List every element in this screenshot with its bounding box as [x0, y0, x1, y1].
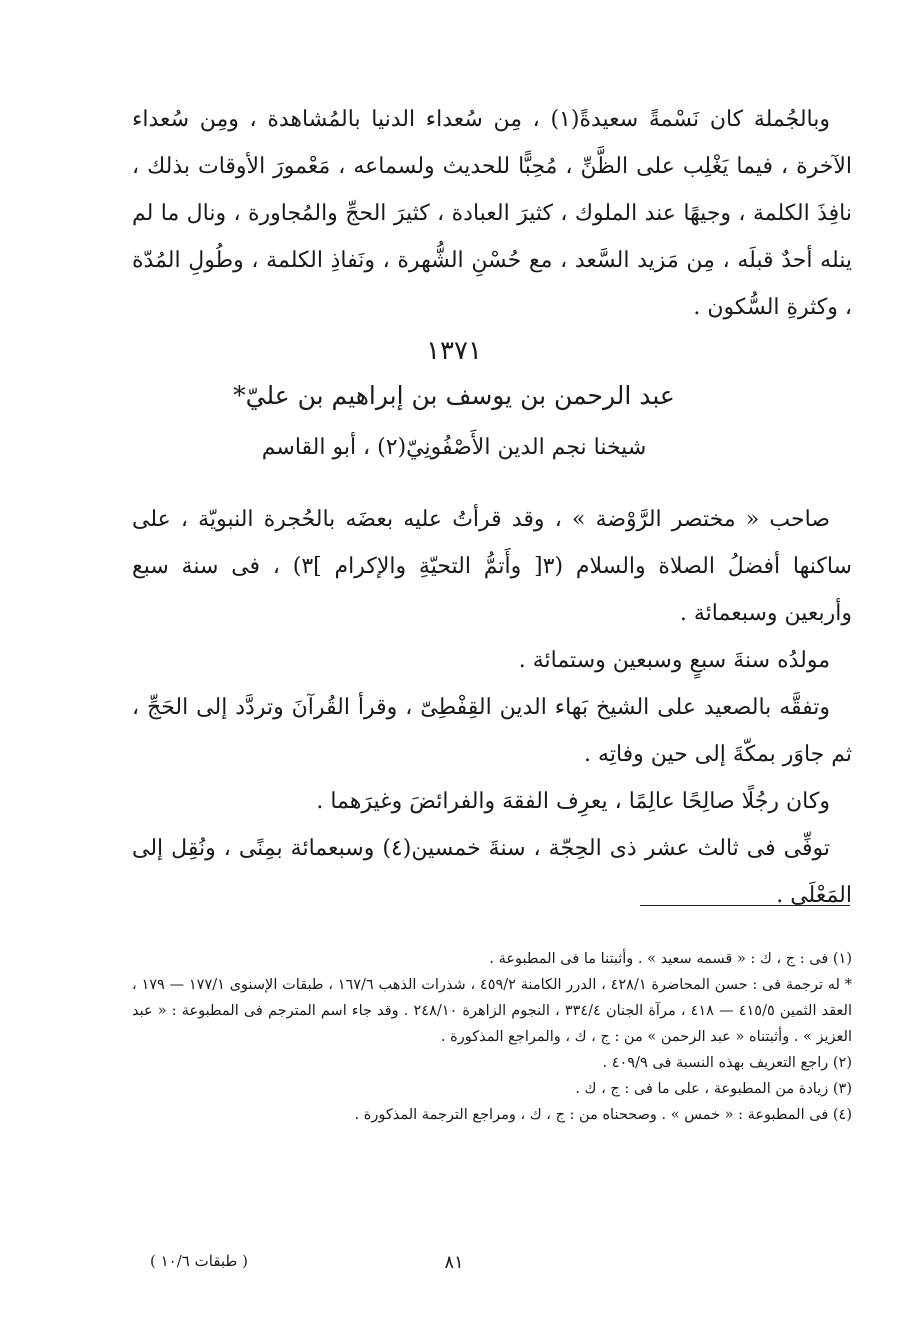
entry-paragraph: وتفقَّه بالصعيد على الشيخ بَهاء الدين القِفْطِىّ ، وقرأ القُرآنَ وتردَّد إلى الحَجِّ ، ثم جاوَر بمكّةَ إلى حين وفاتِه . — [132, 695, 852, 767]
signature-mark: ( طبقات ١٠/٦ ) — [150, 1252, 248, 1270]
footnote: (٣) زيادة من المطبوعة ، على ما فى : ج ، ك . — [575, 1081, 852, 1097]
intro-paragraph: وبالجُملة كان نَسْمةً سعيدةً(١) ، مِن سُعداء الدنيا بالمُشاهدة ، ومِن سُعداء الآخرة ، فيما يَغْلِب على الظَّنِّ ، مُحِبًّا للحديث ولسماعه ، مَعْمورَ الأوقات بذلك ، نافِذَ الكلمة ، وجيهًا عند الملوك ، كثيرَ العبادة ، كثيرَ الحجِّ والمُجاورة ، ونال ما لم ينله أحدٌ قبلَه ، مِن مَزيد السَّعد ، مع حُسْنِ الشُّهرة ، ونَفاذِ الكلمة ، وطُولِ المُدّة ، وكثرةِ السُّكون . — [132, 107, 852, 320]
entry-paragraph: صاحب « مختصر الرَّوْضة » ، وقد قرأتُ عليه بعضَه بالحُجرة النبويّة ، على ساكنها أفضلُ الصلاة والسلام (٣[ وأَتمُّ التحيّةِ والإكرام ]٣) ، فى سنة سبع وأربعين وسبعمائة . — [132, 507, 852, 626]
entry-subtitle: شيخنا نجم الدين الأَصْفُونِيّ(٢) ، أبو القاسم — [261, 435, 647, 460]
entry-number: ١٣٧١ — [426, 336, 482, 366]
entry-paragraph: توفِّى فى ثالث عشر ذى الحِجّة ، سنةَ خمسين(٤) وسبعمائة بمِنًى ، ونُقِل إلى المَعْلَى . — [132, 836, 852, 908]
page-number: ٨١ — [444, 1252, 464, 1273]
entry-body — [132, 496, 852, 919]
footnote: (١) فى : ج ، ك : « قسمه سعيد » . وأثبتنا ما فى المطبوعة . — [489, 951, 852, 967]
entry-name: عبد الرحمن بن يوسف بن إبراهيم بن عليّ* — [233, 381, 675, 410]
footnote-separator — [640, 905, 850, 906]
entry-paragraph: وكان رجُلًا صالِحًا عالِمًا ، يعرِف الفقهَ والفرائضَ وغيرَهما . — [316, 789, 830, 814]
entry-paragraph: مولدُه سنةَ سبعٍ وسبعين وستمائة . — [518, 648, 830, 673]
footnote: (٤) فى المطبوعة : « خمس » . وصححناه من : ج ، ك ، ومراجع الترجمة المذكورة . — [354, 1107, 852, 1123]
intro-paragraph-block — [132, 96, 852, 331]
footnote: (٢) راجع التعريف بهذه النسبة فى ٤٠٩/٩ . — [602, 1055, 852, 1071]
footnotes — [132, 946, 852, 1128]
footnote: * له ترجمة فى : حسن المحاضرة ٤٢٨/١ ، الدرر الكامنة ٤٥٩/٢ ، شذرات الذهب ١٦٧/٦ ، طبقات الإسنوى ١٧٧/١ — ١٧٩ ، العقد الثمين ٤١٥/٥ — ٤١٨ ، مرآة الجنان ٣٣٤/٤ ، النجوم الزاهرة ٢٤٨/١٠ . وقد جاء اسم المترجم فى المطبوعة : « عبد العزيز » . وأثبتناه « عبد الرحمن » من : ج ، ك ، والمراجع المذكورة . — [132, 977, 852, 1045]
